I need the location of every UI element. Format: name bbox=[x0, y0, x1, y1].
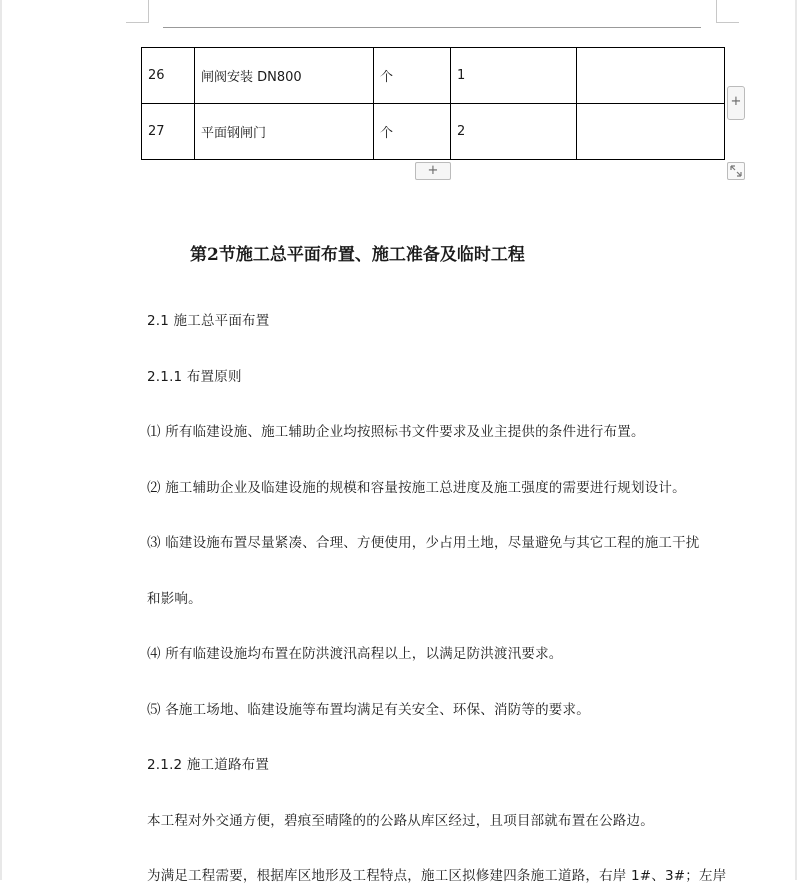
add-column-button[interactable] bbox=[727, 86, 745, 120]
subheading-2-1: 2.1 施工总平面布置 bbox=[147, 313, 270, 329]
paragraph: 和影响。 bbox=[147, 591, 202, 607]
plus-icon: + bbox=[427, 163, 439, 178]
paragraph: ⑵ 施工辅助企业及临建设施的规模和容量按施工总进度及施工强度的需要进行规划设计。 bbox=[147, 480, 686, 496]
items-table bbox=[141, 47, 725, 160]
paragraph: ⑶ 临建设施布置尽量紧凑、合理、方便使用，少占用土地，尽量避免与其它工程的施工干扰 bbox=[147, 535, 700, 551]
paragraph: ⑷ 所有临建设施均布置在防洪渡汛高程以上，以满足防洪渡汛要求。 bbox=[147, 646, 563, 662]
table-row bbox=[142, 48, 725, 104]
resize-arrows-icon bbox=[728, 163, 744, 179]
cell-note[interactable] bbox=[577, 48, 725, 104]
page-edge-left bbox=[0, 0, 2, 880]
plus-icon: + bbox=[730, 94, 742, 109]
paragraph: ⑴ 所有临建设施、施工辅助企业均按照标书文件要求及业主提供的条件进行布置。 bbox=[147, 424, 645, 440]
paragraph: 本工程对外交通方便，碧痕至晴隆的的公路从库区经过，且项目部就布置在公路边。 bbox=[147, 813, 654, 829]
table-resize-handle[interactable] bbox=[727, 162, 745, 180]
cell-name[interactable]: 闸阀安装 DN800 bbox=[195, 48, 374, 104]
paragraph: 为满足工程需要，根据库区地形及工程特点，施工区拟修建四条施工道路，右岸 1#、3#；左岸 bbox=[147, 868, 727, 884]
subheading-2-1-1: 2.1.1 布置原则 bbox=[147, 369, 242, 385]
add-row-button[interactable] bbox=[415, 162, 451, 180]
paragraph: ⑸ 各施工场地、临建设施等布置均满足有关安全、环保、消防等的要求。 bbox=[147, 702, 590, 718]
margin-corner-mark bbox=[716, 0, 739, 23]
cell-quantity[interactable]: 1 bbox=[451, 48, 577, 104]
subheading-2-1-2: 2.1.2 施工道路布置 bbox=[147, 757, 270, 773]
section-heading: 第2节施工总平面布置、施工准备及临时工程 bbox=[190, 245, 525, 265]
cell-quantity[interactable]: 2 bbox=[451, 104, 577, 160]
cell-unit[interactable]: 个 bbox=[374, 104, 451, 160]
cell-unit[interactable]: 个 bbox=[374, 48, 451, 104]
header-divider bbox=[163, 27, 701, 28]
table-row bbox=[142, 104, 725, 160]
margin-corner-mark bbox=[126, 0, 149, 23]
cell-name[interactable]: 平面钢闸门 bbox=[195, 104, 374, 160]
cell-number[interactable]: 26 bbox=[142, 48, 195, 104]
cell-number[interactable]: 27 bbox=[142, 104, 195, 160]
cell-note[interactable] bbox=[577, 104, 725, 160]
